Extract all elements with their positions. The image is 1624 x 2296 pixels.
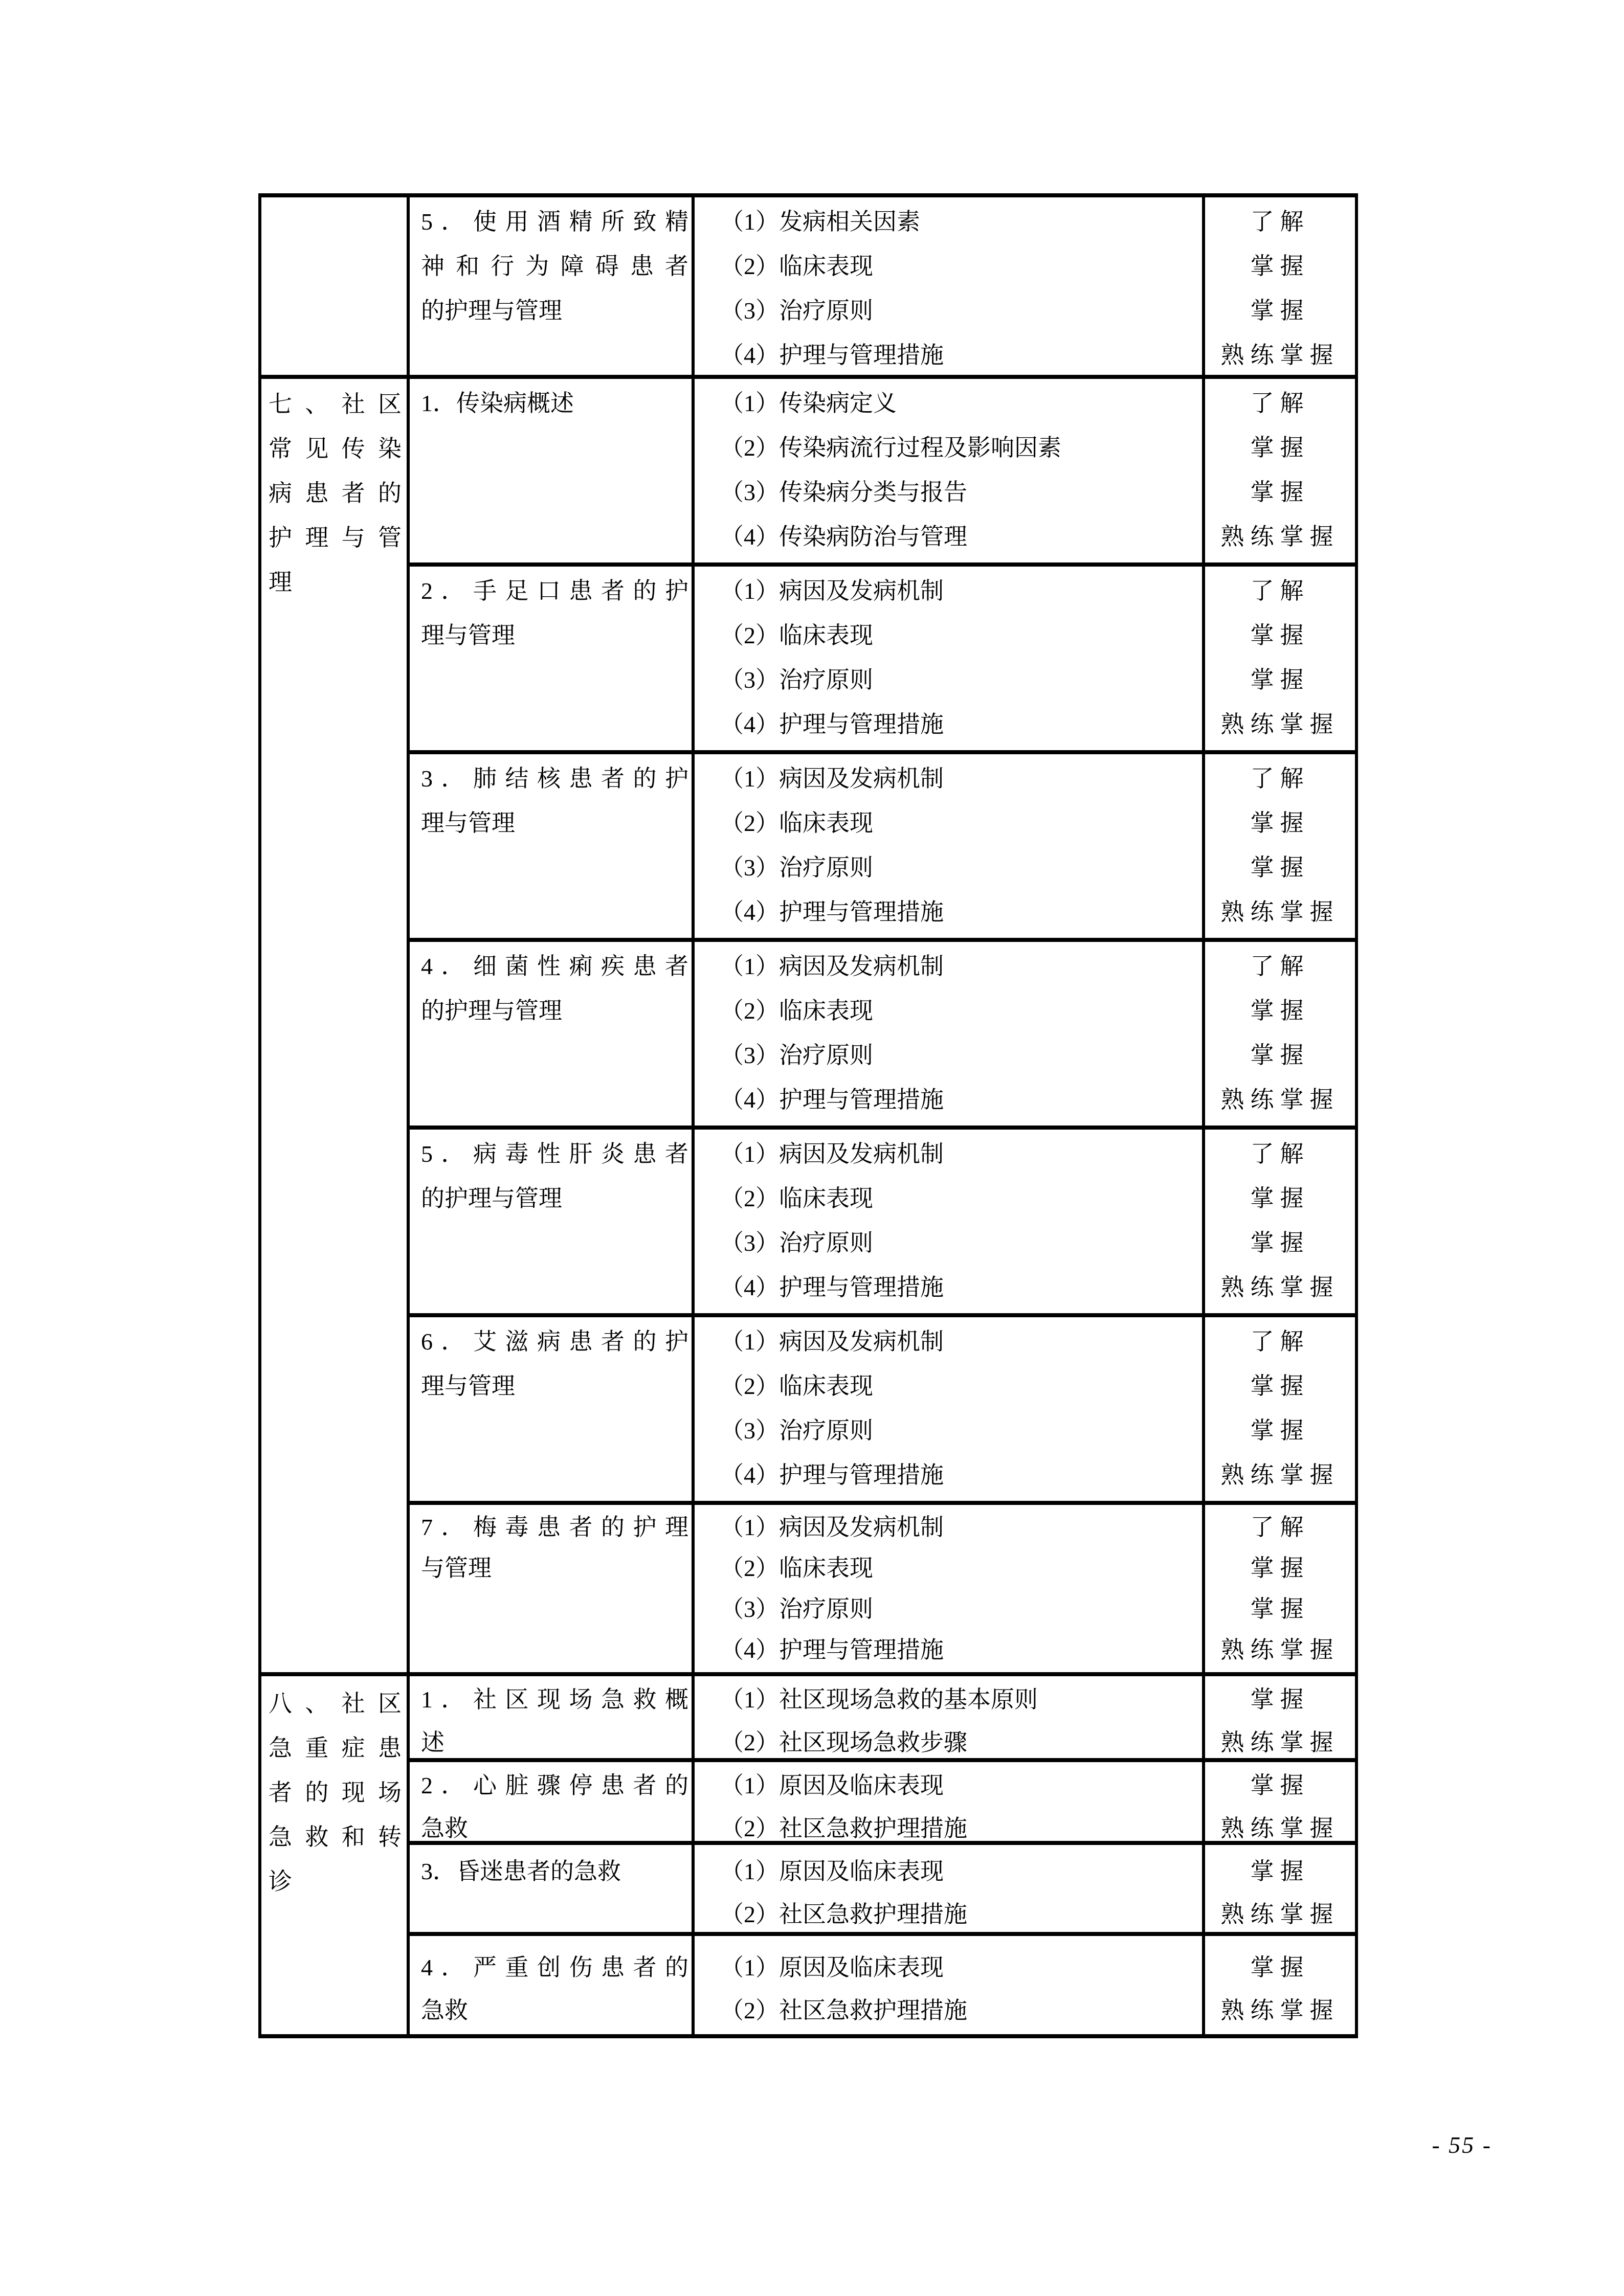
level-line: 熟练掌握 xyxy=(1220,524,1340,550)
section-header-cell-empty xyxy=(261,197,407,375)
level-cell xyxy=(1202,1762,1355,1841)
topic-cell xyxy=(407,1130,692,1313)
level-line: 熟练掌握 xyxy=(1220,711,1340,737)
page-number: - 55 - xyxy=(1432,2132,1492,2158)
point-line: （2）临床表现 xyxy=(720,253,873,279)
table-row xyxy=(407,197,1355,375)
level-line: 掌握 xyxy=(1250,810,1310,836)
level-line: 熟练掌握 xyxy=(1220,1729,1340,1755)
level-line: 掌握 xyxy=(1250,1185,1310,1211)
level-line: 了解 xyxy=(1250,1329,1310,1355)
table-row xyxy=(407,750,1355,938)
point-line: （2）社区急救护理措施 xyxy=(720,1997,967,2023)
point-line: （2）社区急救护理措施 xyxy=(720,1901,967,1927)
level-cell xyxy=(1202,942,1355,1126)
point-line: （2）临床表现 xyxy=(720,810,873,836)
table-row xyxy=(407,1501,1355,1672)
point-line: （3）治疗原则 xyxy=(720,1042,873,1068)
topic-line: 4 ． 细 菌 性 痢 疾 患 者 xyxy=(421,953,688,979)
points-cell xyxy=(692,1505,1202,1672)
point-line: （1）传染病定义 xyxy=(720,390,897,416)
points-cell xyxy=(692,567,1202,750)
point-line: （2）临床表现 xyxy=(720,998,873,1024)
level-cell xyxy=(1202,1936,1355,2034)
level-line: 熟练掌握 xyxy=(1220,1274,1340,1300)
point-line: （4）传染病防治与管理 xyxy=(720,524,967,550)
point-line: （3）治疗原则 xyxy=(720,667,873,693)
level-line: 熟练掌握 xyxy=(1220,1087,1340,1113)
level-line: 熟练掌握 xyxy=(1220,1637,1340,1663)
table-row xyxy=(407,938,1355,1126)
section-header-line: 病 患 者 的 xyxy=(269,480,402,506)
topic-line: 述 xyxy=(421,1729,444,1755)
level-line: 掌握 xyxy=(1250,998,1310,1024)
point-line: （2）临床表现 xyxy=(720,1373,873,1399)
level-line: 熟练掌握 xyxy=(1220,1462,1340,1488)
level-cell xyxy=(1202,1317,1355,1501)
level-line: 掌握 xyxy=(1250,479,1310,505)
topic-cell xyxy=(407,1505,692,1672)
topic-cell xyxy=(407,1676,692,1758)
section-block-seven xyxy=(261,375,1355,1672)
point-line: （3）治疗原则 xyxy=(720,1596,873,1622)
point-line: （3）传染病分类与报告 xyxy=(720,479,967,505)
table-row xyxy=(407,1126,1355,1313)
topic-line: 急救 xyxy=(421,1997,468,2023)
topic-line: 与管理 xyxy=(421,1555,492,1581)
point-line: （4）护理与管理措施 xyxy=(720,1274,944,1300)
point-line: （2）临床表现 xyxy=(720,1185,873,1211)
section-block-eight xyxy=(261,1672,1355,2034)
point-line: （1）社区现场急救的基本原则 xyxy=(720,1686,1038,1713)
topic-line: 1 ． 社 区 现 场 急 救 概 xyxy=(421,1686,688,1713)
table-row xyxy=(407,1841,1355,1932)
level-line: 掌握 xyxy=(1250,1555,1310,1581)
section-rows xyxy=(407,1676,1355,2034)
points-cell xyxy=(692,197,1202,375)
topic-line: 的护理与管理 xyxy=(421,298,562,324)
section-header-line: 诊 xyxy=(269,1869,292,1895)
topic-line: 急救 xyxy=(421,1815,468,1841)
section-header-line: 急 救 和 转 xyxy=(269,1824,402,1850)
point-line: （1）病因及发病机制 xyxy=(720,953,944,979)
level-cell xyxy=(1202,1845,1355,1932)
point-line: （3）治疗原则 xyxy=(720,1417,873,1444)
level-line: 掌握 xyxy=(1250,1373,1310,1399)
level-line: 掌握 xyxy=(1250,1596,1310,1622)
topic-line: 5 ． 使 用 酒 精 所 致 精 xyxy=(421,209,688,235)
level-line: 了解 xyxy=(1250,390,1310,416)
point-line: （4）护理与管理措施 xyxy=(720,1462,944,1488)
section-header-line: 八 、 社 区 xyxy=(269,1691,402,1717)
topic-line: 2 ． 手 足 口 患 者 的 护 xyxy=(421,578,688,604)
level-line: 了解 xyxy=(1250,209,1310,235)
topic-line: 理与管理 xyxy=(421,810,515,836)
section-header-line: 者 的 现 场 xyxy=(269,1780,402,1806)
topic-line: 的护理与管理 xyxy=(421,998,562,1024)
section-header-cell xyxy=(261,1676,407,2034)
section-header-line: 护 理 与 管 xyxy=(269,525,402,551)
level-line: 掌握 xyxy=(1250,1230,1310,1256)
level-line: 掌握 xyxy=(1250,435,1310,461)
topic-line: 5 ． 病 毒 性 肝 炎 患 者 xyxy=(421,1141,688,1167)
level-line: 了解 xyxy=(1250,1141,1310,1167)
point-line: （1）病因及发病机制 xyxy=(720,1141,944,1167)
points-cell xyxy=(692,754,1202,938)
level-line: 掌握 xyxy=(1250,667,1310,693)
level-line: 掌握 xyxy=(1250,1772,1310,1798)
topic-line: 3 ． 肺 结 核 患 者 的 护 xyxy=(421,766,688,792)
point-line: （2）传染病流行过程及影响因素 xyxy=(720,435,1061,461)
level-line: 熟练掌握 xyxy=(1220,899,1340,925)
level-cell xyxy=(1202,197,1355,375)
section-header-line: 急 重 症 患 xyxy=(269,1735,402,1761)
point-line: （4）护理与管理措施 xyxy=(720,1637,944,1663)
level-line: 熟练掌握 xyxy=(1220,342,1340,368)
topic-cell xyxy=(407,942,692,1126)
level-line: 了解 xyxy=(1250,578,1310,604)
point-line: （4）护理与管理措施 xyxy=(720,1087,944,1113)
level-cell xyxy=(1202,567,1355,750)
topic-cell xyxy=(407,1936,692,2034)
point-line: （3）治疗原则 xyxy=(720,298,873,324)
point-line: （1）原因及临床表现 xyxy=(720,1954,944,1980)
point-line: （1）发病相关因素 xyxy=(720,209,920,235)
points-cell xyxy=(692,1676,1202,1758)
topic-line: 理与管理 xyxy=(421,1373,515,1399)
table-row xyxy=(407,562,1355,750)
level-cell xyxy=(1202,379,1355,562)
points-cell xyxy=(692,1936,1202,2034)
point-line: （2）临床表现 xyxy=(720,622,873,648)
points-cell xyxy=(692,379,1202,562)
point-line: （3）治疗原则 xyxy=(720,854,873,881)
point-line: （3）治疗原则 xyxy=(720,1230,873,1256)
level-cell xyxy=(1202,1676,1355,1758)
level-line: 了解 xyxy=(1250,1514,1310,1540)
level-cell xyxy=(1202,754,1355,938)
points-cell xyxy=(692,942,1202,1126)
section-header-line: 常 见 传 染 xyxy=(269,436,402,462)
topic-line: 1．传染病概述 xyxy=(421,390,574,416)
topic-cell xyxy=(407,379,692,562)
point-line: （4）护理与管理措施 xyxy=(720,711,944,737)
level-cell xyxy=(1202,1130,1355,1313)
continuation-block xyxy=(261,197,1355,375)
point-line: （4）护理与管理措施 xyxy=(720,342,944,368)
curriculum-table xyxy=(258,193,1358,2038)
table-row xyxy=(407,1932,1355,2034)
section-header-cell xyxy=(261,379,407,1672)
point-line: （1）原因及临床表现 xyxy=(720,1858,944,1884)
point-line: （1）病因及发病机制 xyxy=(720,1329,944,1355)
points-cell xyxy=(692,1762,1202,1841)
topic-line: 7 ． 梅 毒 患 者 的 护 理 xyxy=(421,1514,688,1540)
section-header-line: 理 xyxy=(269,569,292,595)
point-line: （1）原因及临床表现 xyxy=(720,1772,944,1798)
level-line: 掌握 xyxy=(1250,253,1310,279)
topic-line: 6 ． 艾 滋 病 患 者 的 护 xyxy=(421,1329,688,1355)
point-line: （1）病因及发病机制 xyxy=(720,1514,944,1540)
level-line: 掌握 xyxy=(1250,622,1310,648)
continuation-rows xyxy=(407,197,1355,375)
topic-cell xyxy=(407,1317,692,1501)
topic-cell xyxy=(407,197,692,375)
points-cell xyxy=(692,1317,1202,1501)
point-line: （2）社区急救护理措施 xyxy=(720,1815,967,1841)
point-line: （1）病因及发病机制 xyxy=(720,766,944,792)
points-cell xyxy=(692,1130,1202,1313)
table-row xyxy=(407,379,1355,562)
point-line: （2）临床表现 xyxy=(720,1555,873,1581)
topic-cell xyxy=(407,1845,692,1932)
topic-line: 神 和 行 为 障 碍 患 者 xyxy=(421,253,688,279)
level-line: 掌握 xyxy=(1250,1686,1310,1713)
topic-cell xyxy=(407,567,692,750)
point-line: （4）护理与管理措施 xyxy=(720,899,944,925)
level-line: 了解 xyxy=(1250,953,1310,979)
level-line: 熟练掌握 xyxy=(1220,1815,1340,1841)
level-line: 熟练掌握 xyxy=(1220,1901,1340,1927)
section-rows xyxy=(407,379,1355,1672)
point-line: （2）社区现场急救步骤 xyxy=(720,1729,967,1755)
table-row xyxy=(407,1676,1355,1758)
topic-line: 3．昏迷患者的急救 xyxy=(421,1858,621,1884)
level-line: 掌握 xyxy=(1250,298,1310,324)
topic-line: 4 ． 严 重 创 伤 患 者 的 xyxy=(421,1954,688,1980)
level-cell xyxy=(1202,1505,1355,1672)
level-line: 了解 xyxy=(1250,766,1310,792)
topic-line: 2 ． 心 脏 骤 停 患 者 的 xyxy=(421,1772,688,1798)
point-line: （1）病因及发病机制 xyxy=(720,578,944,604)
level-line: 掌握 xyxy=(1250,1042,1310,1068)
level-line: 掌握 xyxy=(1250,854,1310,881)
level-line: 熟练掌握 xyxy=(1220,1997,1340,2023)
level-line: 掌握 xyxy=(1250,1954,1310,1980)
topic-cell xyxy=(407,754,692,938)
topic-line: 理与管理 xyxy=(421,622,515,648)
topic-cell xyxy=(407,1762,692,1841)
level-line: 掌握 xyxy=(1250,1417,1310,1444)
table-row xyxy=(407,1313,1355,1501)
points-cell xyxy=(692,1845,1202,1932)
table-row xyxy=(407,1758,1355,1841)
level-line: 掌握 xyxy=(1250,1858,1310,1884)
section-header-line: 七 、 社 区 xyxy=(269,391,402,417)
topic-line: 的护理与管理 xyxy=(421,1185,562,1211)
